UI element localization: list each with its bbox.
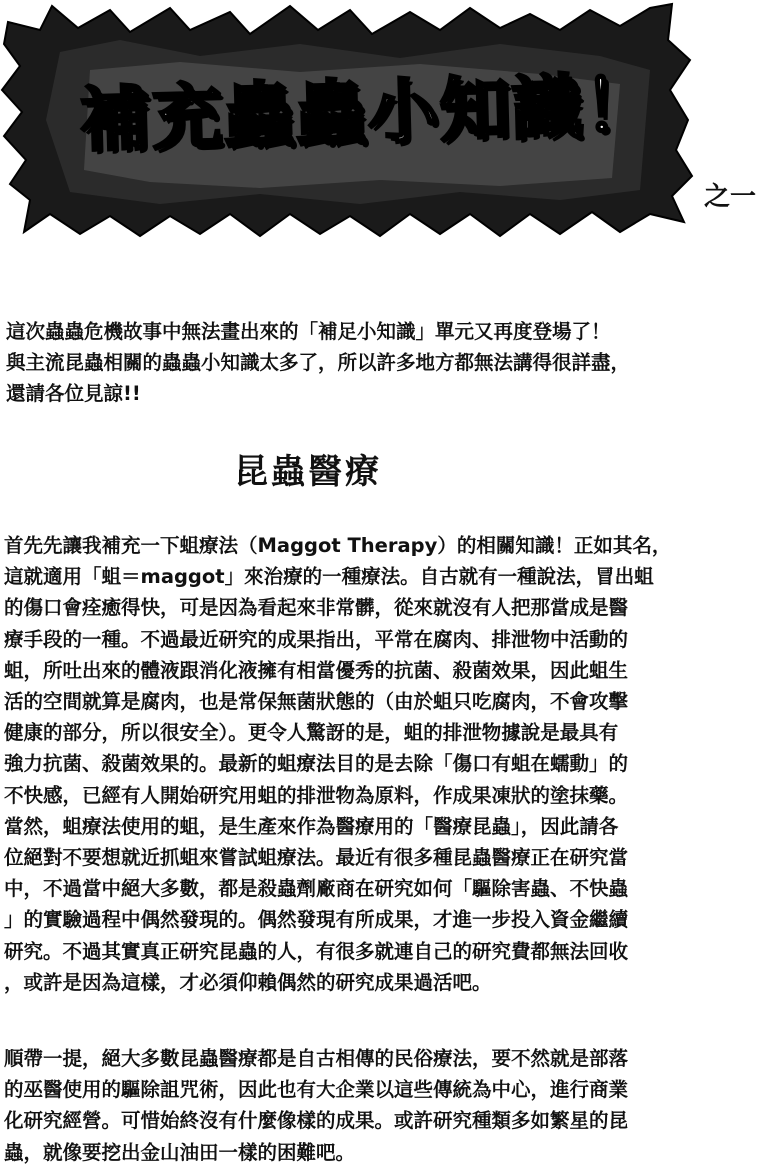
paragraph-line: 的巫醫使用的驅除詛咒術，因此也有大企業以這些傳統為中心，進行商業: [4, 1078, 629, 1102]
paragraph-line: 強力抗菌、殺菌效果的。最新的蛆療法目的是去除「傷口有蛆在蠕動」的: [4, 752, 629, 776]
paragraph-folk-remedies: [4, 1043, 780, 1168]
section-title: 昆蟲醫療: [234, 452, 382, 492]
paragraph-line: 活的空間就算是腐肉，也是常保無菌狀態的（由於蛆只吃腐肉，不會攻擊: [4, 690, 629, 714]
banner-title: 補充蟲蟲小知識！: [79, 64, 657, 162]
intro-line: 這次蟲蟲危機故事中無法畫出來的「補足小知識」單元又再度登場了！: [6, 320, 611, 343]
paragraph-line: 中，不過當中絕大多數，都是殺蟲劑廠商在研究如何「驅除害蟲、不快蟲: [4, 877, 629, 901]
paragraph-line: 的傷口會痊癒得快，可是因為看起來非常髒，從來就沒有人把那當成是醫: [4, 596, 629, 620]
paragraph-line: 健康的部分，所以很安全）。更令人驚訝的是，蛆的排泄物據說是最具有: [4, 721, 619, 745]
paragraph-line: 蟲，就像要挖出金山油田一樣的困難吧。: [4, 1140, 356, 1164]
paragraph-maggot-therapy: [4, 530, 780, 998]
paragraph-line: 療手段的一種。不過最近研究的成果指出，平常在腐肉、排泄物中活動的: [4, 627, 629, 651]
paragraph-line: ，或許是因為這樣，才必須仰賴偶然的研究成果過活吧。: [4, 970, 492, 994]
paragraph-line: 位絕對不要想就近抓蛆來嘗試蛆療法。最近有很多種昆蟲醫療正在研究當: [4, 846, 629, 870]
intro-line: 與主流昆蟲相關的蟲蟲小知識太多了，所以許多地方都無法講得很詳盡，: [6, 351, 631, 374]
paragraph-line: 不快感，已經有人開始研究用蛆的排泄物為原料，作成果凍狀的塗抹藥。: [4, 783, 629, 807]
paragraph-line: 蛆，所吐出來的體液跟消化液擁有相當優秀的抗菌、殺菌效果，因此蛆生: [4, 658, 629, 682]
part-label: 之一: [704, 182, 757, 212]
intro-paragraph: [6, 316, 778, 409]
paragraph-line: 研究。不過其實真正研究昆蟲的人，有很多就連自己的研究費都無法回收: [4, 939, 629, 963]
paragraph-line: 化研究經營。可惜始終沒有什麼像樣的成果。或許研究種類多如繁星的昆: [4, 1109, 629, 1133]
paragraph-line: 」的實驗過程中偶然發現的。偶然發現有所成果，才進一步投入資金繼續: [4, 908, 629, 932]
paragraph-line: 首先先讓我補充一下蛆療法（Maggot Therapy）的相關知識！正如其名，: [4, 534, 672, 557]
intro-line: 還請各位見諒!!: [6, 382, 141, 405]
paragraph-line: 當然，蛆療法使用的蛆，是生產來作為醫療用的「醫療昆蟲」，因此請各: [4, 814, 619, 838]
title-banner: [0, 0, 784, 240]
paragraph-line: 這就適用「蛆＝maggot」來治療的一種療法。自古就有一種說法，冒出蛆: [4, 565, 654, 589]
paragraph-line: 順帶一提，絕大多數昆蟲醫療都是自古相傳的民俗療法，要不然就是部落: [4, 1047, 629, 1070]
